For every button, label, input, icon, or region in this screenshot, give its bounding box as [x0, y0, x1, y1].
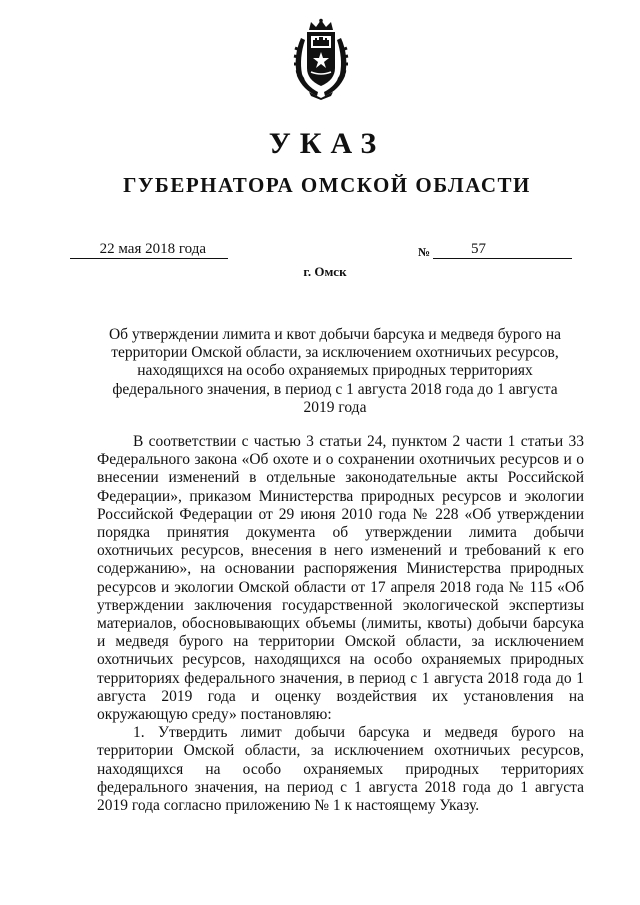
coat-of-arms-emblem	[287, 18, 355, 100]
document-subtitle: ГУБЕРНАТОРА ОМСКОЙ ОБЛАСТИ	[123, 173, 531, 197]
document-date: 22 мая 2018 года	[70, 241, 228, 259]
document-number: 57	[433, 241, 572, 259]
document-body	[97, 433, 584, 815]
body-paragraph-preamble: В соответствии с частью 3 статьи 24, пунктом 2 части 1 статьи 33 Федерального закона «Об охоте и о сохранении охотничьих ресурсов и о внесении изменений в отдельные законодательные акты Российской Федерации», приказом Министерства природных ресурсов и экологии Российской Федерации от 29 июня 2010 года № 228 «Об утверждении порядка принятия документа об утверждении лимита добычи охотничьих ресурсов, внесения в него изменений и требований к его содержанию», на основании распоряжения Министерства природных ресурсов и экологии Омской области от 17 апреля 2018 года № 115 «Об утверждении заключения государственной экологической экспертизы материалов, обосновывающих объемы (лимиты, квоты) добычи барсука и медведя бурого на территории Омской области, за исключением охотничьих ресурсов, находящихся на особо охраняемых природных территориях федерального значения, в период с 1 августа 2018 года до 1 августа 2019 года и оценку воздействия их установления на окружающую среду» постановляю:	[97, 433, 584, 724]
body-paragraph-item-1: 1. Утвердить лимит добычи барсука и медведя бурого на территории Омской области, за исключением охотничьих ресурсов, находящихся на особо охраняемых природных территориях федерального значения, на период с 1 августа 2018 года до 1 августа 2019 года согласно приложению № 1 к настоящему Указу.	[97, 724, 584, 815]
document-heading: Об утверждении лимита и квот добычи барсука и медведя бурого на территории Омской области, за исключением охотничьих ресурсов, находящихся на особо охраняемых природных территориях федерального значения, в период с 1 августа 2018 года до 1 августа 2019 года	[108, 326, 562, 416]
document-city: г. Омск	[303, 264, 347, 279]
document-title: УКАЗ	[268, 127, 386, 160]
number-label: №	[418, 245, 431, 259]
